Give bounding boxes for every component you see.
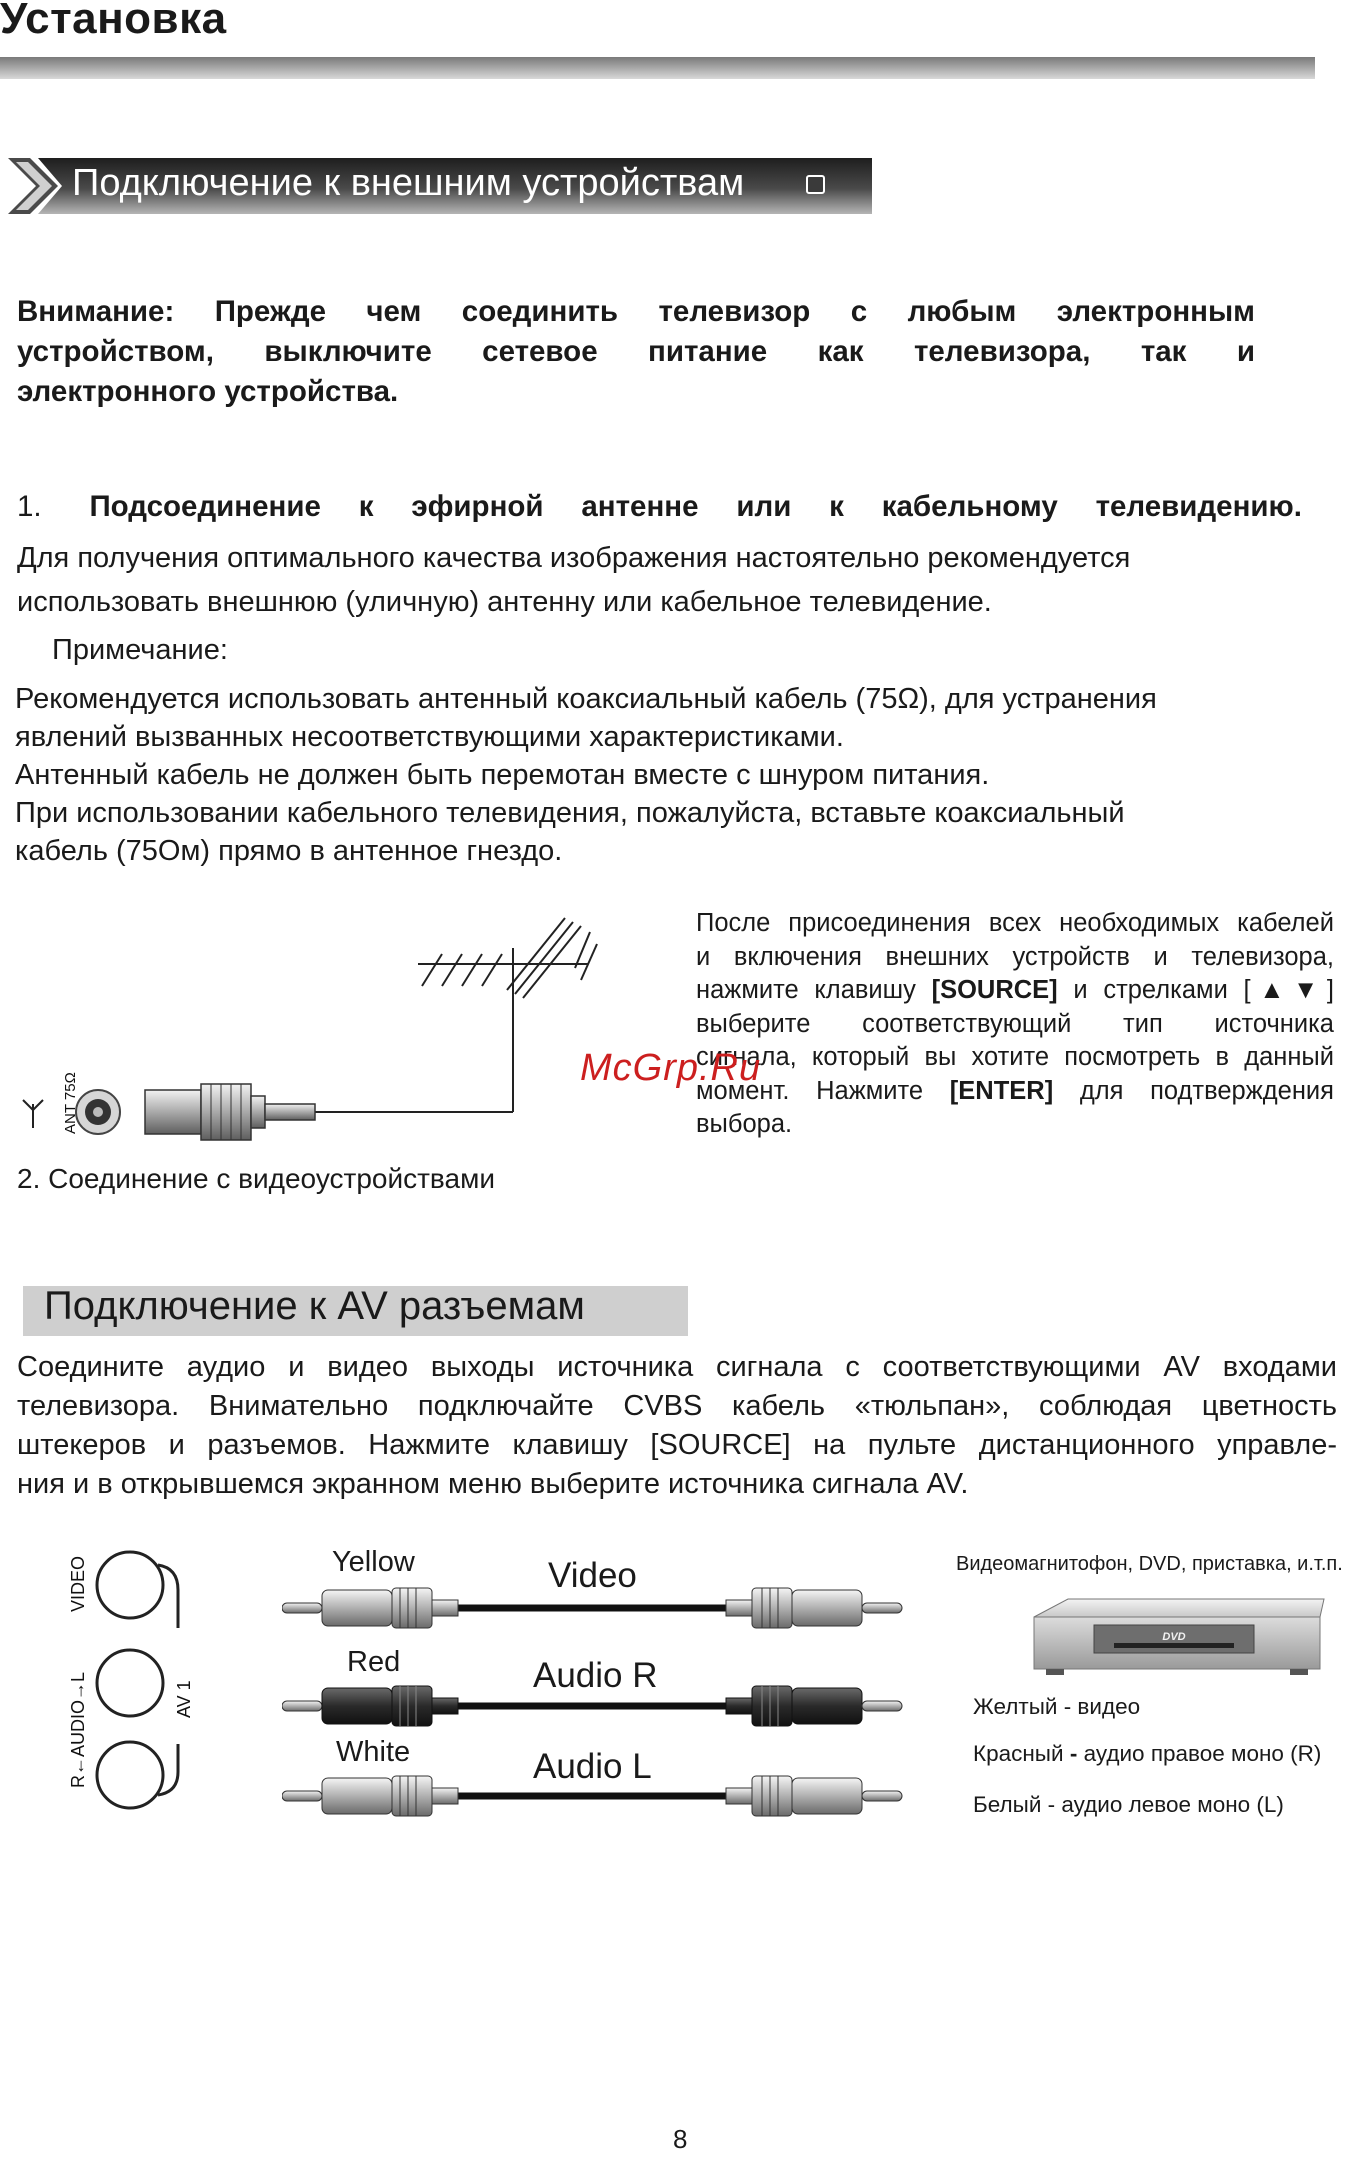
warning-line: электронного устройства. [17, 375, 399, 408]
coax-plug-icon [145, 1084, 315, 1140]
step1-heading [17, 487, 1302, 527]
video-jack-label: VIDEO [68, 1555, 88, 1612]
note-line: кабель (75Ом) прямо в антенное гнездо. [15, 835, 563, 867]
legend-yellow: Желтый - видео [973, 1694, 1141, 1719]
video-jack-icon [97, 1552, 163, 1618]
page-number: 8 [673, 2124, 688, 2154]
av-jack-panel [60, 1540, 200, 1810]
note-heading: Примечание: [52, 634, 228, 666]
cable-signal-label: Audio L [533, 1747, 652, 1786]
step1-word: к [358, 490, 374, 523]
av-line: штекеров и разъемов. Нажмите клавишу [SOURCE] на пульте дистанционного управле- [17, 1429, 1337, 1461]
step1-word: к [829, 490, 844, 523]
step1-word: кабельному [881, 490, 1058, 523]
page-title: Установка [0, 0, 227, 43]
intro-paragraph [17, 536, 1130, 624]
step1-number: 1. [17, 490, 42, 523]
source-note-line: момент. Нажмите [ENTER] для подтверждения [696, 1076, 1334, 1105]
device-caption: Видеомагнитофон, DVD, приставка, и.т.п. [956, 1553, 1343, 1575]
socket-label: ANT 75Ω [62, 1072, 79, 1134]
step1-word: эфирной [411, 490, 544, 523]
antenna-icon [310, 918, 597, 1112]
cable-signal-label: Video [548, 1556, 637, 1595]
legend-white: Белый - аудио левое моно (L) [973, 1792, 1284, 1817]
av-section-title: Подключение к AV разъемам [44, 1284, 585, 1328]
warning-paragraph [17, 292, 1255, 412]
source-note-line: сигнала, который вы хотите посмотреть в данный [696, 1043, 1334, 1071]
note-paragraph [15, 680, 1157, 870]
step1-word: или [736, 490, 792, 523]
step1-word: Подсоединение [89, 490, 321, 523]
enter-key: [ENTER] [949, 1076, 1054, 1105]
av-line: ния и в открывшемся экранном меню выберите источника сигнала AV. [17, 1468, 969, 1500]
cable-color-label: Red [347, 1646, 401, 1678]
legend-red: Красный - аудио правое моно (R) [973, 1741, 1322, 1766]
note-line: явлений вызванных несоответствующими характеристиками. [15, 721, 844, 753]
dvd-player-icon [1028, 1595, 1328, 1685]
audio-l-jack-icon [97, 1742, 163, 1808]
source-note-line: выберите соответствующий тип источника [696, 1009, 1334, 1038]
source-note-line: нажмите клавишу [SOURCE] и стрелками [▲▼] [696, 976, 1334, 1004]
intro-line: Для получения оптимального качества изображения настоятельно рекомендуется [17, 542, 1131, 574]
antenna-diagram [15, 912, 615, 1152]
audio-r-jack-icon [97, 1650, 163, 1716]
note-line: Рекомендуется использовать антенный коаксиальный кабель (75Ω), для устранения [15, 683, 1157, 715]
source-note-line: и включения внешних устройств и телевизора, [696, 942, 1334, 971]
title-divider [0, 57, 1315, 79]
source-note-paragraph [696, 907, 1334, 1142]
av-line: телевизора. Внимательно подключайте CVBS кабель «тюльпан», соблюдая цветность [17, 1390, 1337, 1422]
source-key: [SOURCE] [931, 976, 1058, 1004]
section-title: Подключение к внешним устройствам [72, 162, 745, 204]
warning-line: устройством, выключите сетевое питание как телевизора, так и [17, 335, 1255, 368]
warning-line: Внимание: Прежде чем соединить телевизор с любым электронным [17, 295, 1255, 328]
step2-heading: 2. Соединение с видеоустройствами [17, 1163, 495, 1194]
step1-word: антенне [581, 490, 699, 523]
source-note-line: После присоединения всех необходимых кабелей [696, 909, 1334, 937]
intro-line: использовать внешнюю (уличную) антенну или кабельное телевидение. [17, 586, 992, 618]
av-description [17, 1348, 1337, 1504]
watermark: McGrp.Ru [580, 1047, 762, 1089]
cable-color-label: White [336, 1736, 411, 1768]
dvd-logo: DVD [1162, 1631, 1186, 1643]
note-line: При использовании кабельного телевидения, пожалуйста, вставьте коаксиальный [15, 797, 1125, 829]
cable-color-label: Yellow [332, 1546, 415, 1578]
av-group-label: AV 1 [174, 1680, 194, 1718]
note-line: Антенный кабель не должен быть перемотан вместе с шнуром питания. [15, 759, 990, 791]
square-bullet-icon [806, 175, 825, 194]
step1-word: телевидению. [1095, 490, 1302, 523]
source-note-line: выбора. [696, 1110, 793, 1138]
cable-signal-label: Audio R [533, 1656, 658, 1695]
audio-jack-label: R←AUDIO→L [68, 1671, 88, 1788]
av-line: Соедините аудио и видео выходы источника сигнала с соответствующими AV входами [17, 1351, 1337, 1383]
